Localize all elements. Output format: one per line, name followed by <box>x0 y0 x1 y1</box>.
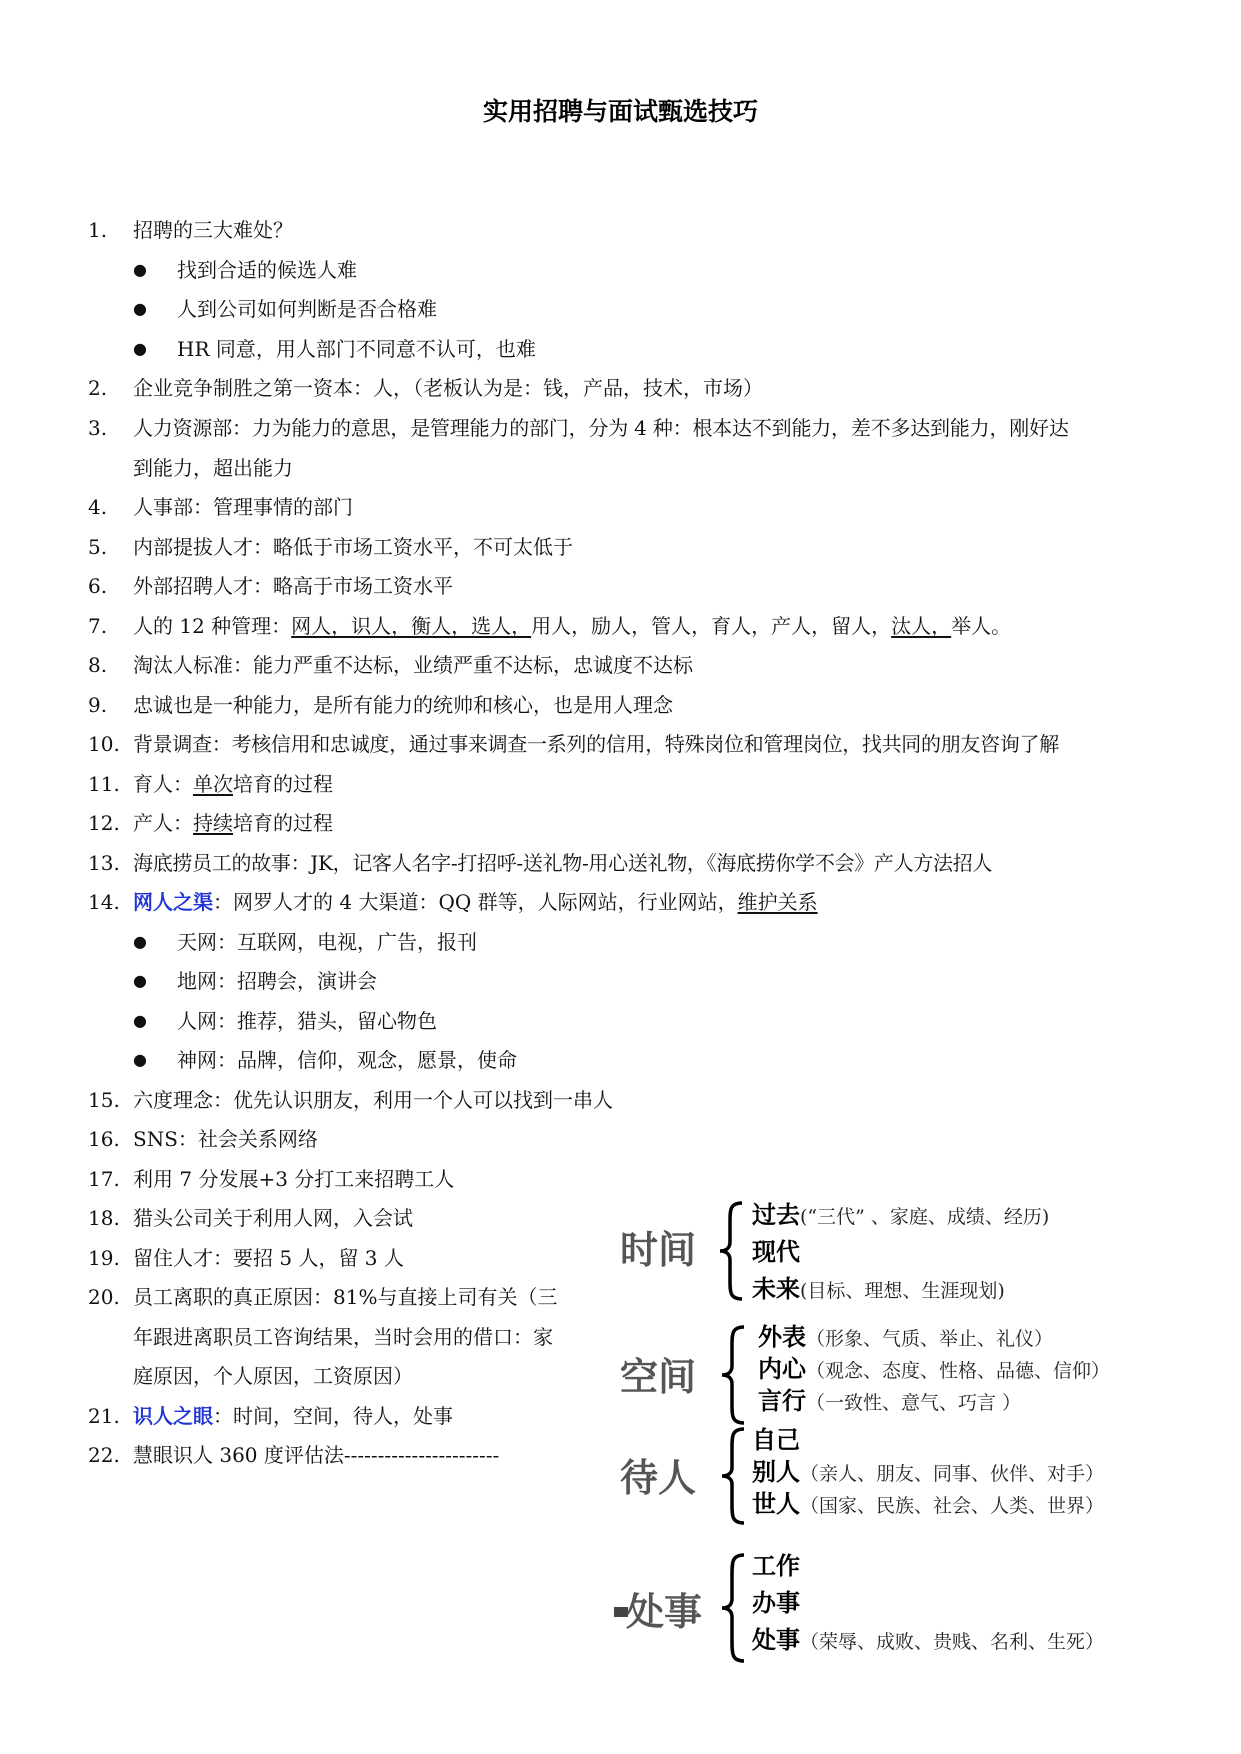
diagram-item <box>752 1237 800 1270</box>
diagram-key: 过去 <box>752 1201 800 1229</box>
diagram-label-people: 待人 <box>620 1456 697 1500</box>
item-text: 内部提拔人才：略低于市场工资水平，不可太低于 <box>133 535 573 559</box>
diagram-item <box>752 1551 800 1584</box>
brace-icon <box>718 1324 748 1426</box>
item-number: 4. <box>88 495 108 519</box>
text-segment: 育人： <box>133 772 193 796</box>
item-text: 人事部：管理事情的部门 <box>133 495 353 519</box>
diagram-item <box>758 1354 1110 1387</box>
diagram-key: 外表 <box>758 1323 806 1351</box>
item-number: 10. <box>88 732 120 756</box>
item-text: 利用 7 分发展+3 分打工来招聘工人 <box>133 1167 455 1191</box>
item-number: 6. <box>88 574 108 598</box>
diagram-label-time: 时间 <box>620 1228 697 1272</box>
item-number: 21. <box>88 1404 120 1428</box>
diagram-desc: (目标、理想、生涯现划) <box>800 1280 1005 1302</box>
item-text: 忠诚也是一种能力，是所有能力的统帅和核心，也是用人理念 <box>133 693 673 717</box>
item-number: 16. <box>88 1127 120 1151</box>
bullet-icon: ● <box>133 932 147 951</box>
item-number: 8. <box>88 653 108 677</box>
item-text: 慧眼识人 360 度评估法----------------------- <box>133 1443 500 1467</box>
item-number: 18. <box>88 1206 120 1230</box>
item-text <box>133 888 818 916</box>
brace-icon <box>716 1200 746 1302</box>
item-text: 背景调查：考核信用和忠诚度，通过事来调查一系列的信用，特殊岗位和管理岗位，找共同的朋友咨询了解 <box>133 732 1059 756</box>
underlined-text: 单次 <box>193 772 233 796</box>
bullet-text: 神网：品牌，信仰，观念，愿景，使命 <box>177 1048 517 1072</box>
text-segment: ：时间，空间，待人，处事 <box>213 1404 453 1428</box>
item-text: 招聘的三大难处？ <box>133 218 293 242</box>
underlined-text: 维护关系 <box>737 890 818 914</box>
item-number: 2. <box>88 376 108 400</box>
bullet-text: 人到公司如何判断是否合格难 <box>177 297 437 321</box>
bullet-text: HR 同意，用人部门不同意不认可，也难 <box>177 337 536 361</box>
diagram-key: 别人 <box>752 1458 800 1486</box>
item-number: 13. <box>88 851 120 875</box>
diagram-desc: （观念、态度、性格、品德、信仰） <box>806 1360 1111 1382</box>
item-text-continued: 到能力，超出能力 <box>133 456 293 480</box>
item-text: 员工离职的真正原因：81%与直接上司有关（三 <box>133 1285 558 1309</box>
diagram-item <box>752 1625 1104 1658</box>
diagram-key: 自己 <box>752 1426 800 1454</box>
item-text: 人力资源部：力为能力的意思，是管理能力的部门，分为 4 种：根本达不到能力，差不多达到能力，刚好达 <box>133 416 1069 440</box>
item-number: 20. <box>88 1285 120 1309</box>
text-segment: 培育的过程 <box>233 811 333 835</box>
diagram-label-affairs: 处事 <box>626 1590 703 1634</box>
item-text: 留住人才：要招 5 人，留 3 人 <box>133 1246 404 1270</box>
underlined-text: 网人，识人，衡人，选人， <box>291 614 532 638</box>
diagram-key: 未来 <box>752 1275 800 1303</box>
item-text: 猎头公司关于利用人网，入会试 <box>133 1206 413 1230</box>
item-text: 企业竞争制胜之第一资本：人，（老板认为是：钱，产品，技术，市场） <box>133 376 763 400</box>
item-text <box>133 1402 453 1430</box>
item-text <box>133 612 1011 640</box>
item-text <box>133 770 333 798</box>
diagram-desc: （一致性、意气、巧言 ） <box>806 1392 1022 1414</box>
item-text: SNS：社会关系网络 <box>133 1127 318 1151</box>
diagram-key: 工作 <box>752 1552 800 1580</box>
diagram-desc: （国家、民族、社会、人类、世界） <box>800 1495 1105 1517</box>
item-number: 17. <box>88 1167 120 1191</box>
item-number: 15. <box>88 1088 120 1112</box>
diagram-desc: (“三代” 、家庭、成绩、经历) <box>800 1206 1050 1228</box>
bullet-text: 人网：推荐，猎头，留心物色 <box>177 1009 437 1033</box>
diagram-item <box>752 1274 1005 1307</box>
diagram-desc: （亲人、朋友、同事、伙伴、对手） <box>800 1463 1105 1485</box>
bullet-icon: ● <box>133 1011 147 1030</box>
underlined-text: 持续 <box>193 811 233 835</box>
diagram-key: 现代 <box>752 1238 800 1266</box>
item-number: 1. <box>88 218 108 242</box>
diagram-item <box>752 1489 1104 1522</box>
bullet-icon: ● <box>133 1050 147 1069</box>
item-text: 淘汰人标准：能力严重不达标，业绩严重不达标，忠诚度不达标 <box>133 653 693 677</box>
diagram-desc: （荣辱、成败、贵贱、名利、生死） <box>800 1631 1105 1653</box>
item-number: 5. <box>88 535 108 559</box>
bullet-icon: ● <box>133 260 147 279</box>
item-number: 9. <box>88 693 108 717</box>
bullet-text: 地网：招聘会，演讲会 <box>177 969 377 993</box>
item-text-continued: 年跟进离职员工咨询结果，当时会用的借口：家 <box>133 1325 553 1349</box>
diagram-item <box>752 1200 1049 1233</box>
underlined-text: 汰人， <box>891 614 952 638</box>
bullet-icon: ● <box>133 971 147 990</box>
diagram-key: 世人 <box>752 1490 800 1518</box>
diagram-item <box>752 1457 1104 1490</box>
item-number: 19. <box>88 1246 120 1270</box>
diagram-item <box>758 1386 1021 1419</box>
bullet-icon: ● <box>133 299 147 318</box>
item-number: 3. <box>88 416 108 440</box>
text-segment: 人的 12 种管理： <box>133 614 292 638</box>
document-title: 实用招聘与面试甄选技巧 <box>482 97 758 126</box>
text-segment: ：网罗人才的 4 大渠道：QQ 群等，人际网站，行业网站， <box>213 890 738 914</box>
diagram-desc: （形象、气质、举止、礼仪） <box>806 1328 1054 1350</box>
item-text: 外部招聘人才：略高于市场工资水平 <box>133 574 453 598</box>
item-number: 11. <box>88 772 120 796</box>
diagram-item <box>752 1425 800 1458</box>
bullet-icon: ● <box>133 339 147 358</box>
text-segment: 产人： <box>133 811 193 835</box>
diagram-key: 办事 <box>752 1589 800 1617</box>
brace-icon <box>718 1552 748 1664</box>
text-segment: 培育的过程 <box>233 772 333 796</box>
highlight-term: 识人之眼 <box>133 1404 213 1428</box>
diagram-item <box>758 1322 1053 1355</box>
item-number: 12. <box>88 811 120 835</box>
item-number: 7. <box>88 614 108 638</box>
diagram-key: 内心 <box>758 1355 806 1383</box>
diagram-label-space: 空间 <box>620 1355 697 1399</box>
text-segment: 用人，励人，管人，育人，产人，留人， <box>531 614 892 638</box>
item-number: 22. <box>88 1443 120 1467</box>
item-text: 六度理念：优先认识朋友，利用一个人可以找到一串人 <box>133 1088 613 1112</box>
diagram-key: 言行 <box>758 1387 806 1415</box>
text-segment: 举人。 <box>951 614 1012 638</box>
highlight-term: 网人之渠 <box>133 890 213 914</box>
bullet-text: 找到合适的候选人难 <box>177 258 357 282</box>
brace-icon <box>718 1426 748 1526</box>
diagram-item <box>752 1588 800 1621</box>
bullet-text: 天网：互联网，电视，广告，报刊 <box>177 930 477 954</box>
item-number: 14. <box>88 890 120 914</box>
diagram-key: 处事 <box>752 1626 800 1654</box>
item-text-continued: 庭原因，个人原因，工资原因） <box>133 1364 413 1388</box>
item-text <box>133 809 333 837</box>
item-text: 海底捞员工的故事：JK，记客人名字-打招呼-送礼物-用心送礼物，《海底捞你学不会》产人方法招人 <box>133 851 993 875</box>
